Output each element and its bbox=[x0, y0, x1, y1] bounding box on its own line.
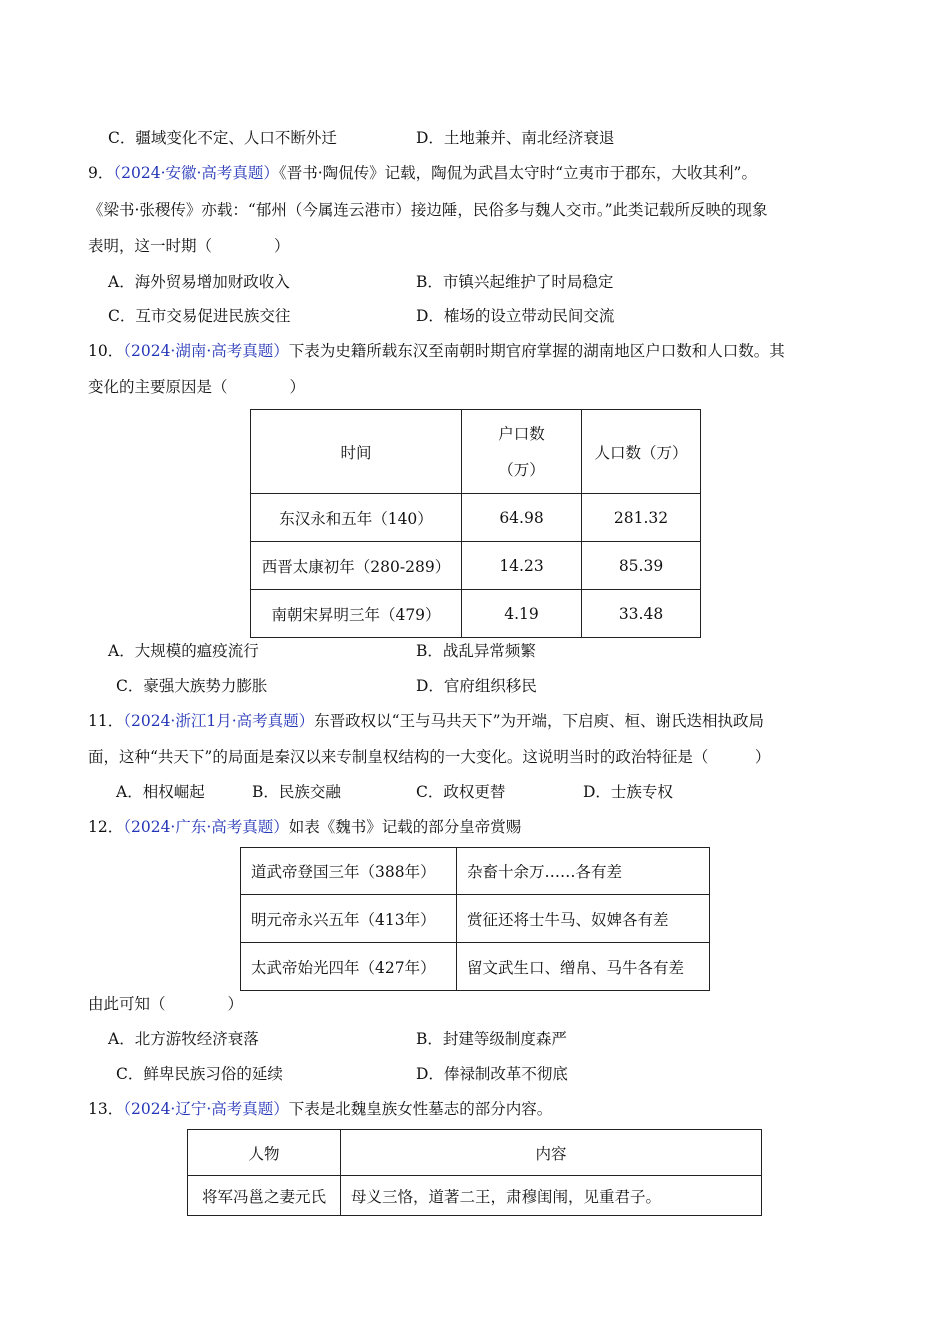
q10-cell-households: 4.19 bbox=[462, 590, 582, 638]
q12-cell-reward: 杂畜十余万……各有差 bbox=[457, 848, 710, 895]
q9-option-b: B．市镇兴起维护了时局稳定 bbox=[416, 273, 614, 291]
q9-stem-line1 bbox=[88, 162, 757, 184]
q11-number: 11． bbox=[88, 712, 124, 730]
q12-option-a: A．北方游牧经济衰落 bbox=[108, 1030, 259, 1048]
table-row bbox=[241, 895, 710, 943]
q9-source: （2024·安徽·高考真题） bbox=[113, 164, 279, 182]
q12-source: （2024·广东·高考真题） bbox=[123, 818, 289, 836]
q10-option-b: B．战乱异常频繁 bbox=[416, 642, 536, 660]
q12-cell-reward: 赏征还将士牛马、奴婢各有差 bbox=[457, 895, 710, 943]
q13-text1: 下表是北魏皇族女性墓志的部分内容。 bbox=[288, 1100, 553, 1118]
q10-option-d: D．官府组织移民 bbox=[416, 677, 537, 695]
q11-option-d: D．士族专权 bbox=[583, 783, 673, 801]
q11-text1: 东晋政权以“王与马共天下”为开端，下启庾、桓、谢氏迭相执政局 bbox=[314, 712, 765, 730]
q10-header-households-line1: 户口数 bbox=[498, 424, 545, 443]
q10-header-time: 时间 bbox=[251, 410, 462, 494]
q10-option-a: A．大规模的瘟疫流行 bbox=[108, 642, 259, 660]
q13-cell-person: 将军冯邕之妻元氏 bbox=[188, 1176, 341, 1216]
q12-cell-reign: 道武帝登国三年（388年） bbox=[241, 848, 457, 895]
q9-stem-line2: 《梁书·张稷传》亦载：“郁州（今属连云港市）接边陲，民俗多与魏人交市。”此类记载所反映的现象 bbox=[88, 201, 768, 219]
q10-cell-population: 85.39 bbox=[582, 542, 701, 590]
q10-cell-population: 281.32 bbox=[582, 494, 701, 542]
q8-option-d: D．土地兼并、南北经济衰退 bbox=[416, 129, 615, 147]
q11-option-b: B．民族交融 bbox=[252, 783, 341, 801]
q11-stem-line1 bbox=[88, 710, 764, 732]
q10-text1: 下表为史籍所载东汉至南朝时期官府掌握的湖南地区户口数和人口数。其 bbox=[288, 342, 785, 360]
table-row bbox=[241, 943, 710, 991]
q12-number: 12． bbox=[88, 818, 124, 836]
q12-cell-reign: 明元帝永兴五年（413年） bbox=[241, 895, 457, 943]
q12-cell-reign: 太武帝始光四年（427年） bbox=[241, 943, 457, 991]
q11-option-a: A．相权崛起 bbox=[116, 783, 205, 801]
q10-cell-time: 南朝宋昇明三年（479） bbox=[251, 590, 462, 638]
q9-option-c: C．互市交易促进民族交往 bbox=[108, 307, 291, 325]
q12-text1: 如表《魏书》记载的部分皇帝赏赐 bbox=[288, 818, 522, 836]
q13-table bbox=[187, 1129, 762, 1216]
table-row bbox=[251, 590, 701, 638]
q9-option-a: A．海外贸易增加财政收入 bbox=[108, 273, 290, 291]
q11-stem-line2: 面，这种“共天下”的局面是秦汉以来专制皇权结构的一大变化。这说明当时的政治特征是（ ） bbox=[88, 748, 771, 766]
table-row bbox=[251, 494, 701, 542]
q11-option-c: C．政权更替 bbox=[416, 783, 506, 801]
q12-stem-line2: 由此可知（ ） bbox=[88, 995, 244, 1013]
q13-cell-content: 母义三恪，道著二王，肃穆闺闱，见重君子。 bbox=[341, 1176, 762, 1216]
q9-number: 9． bbox=[88, 164, 114, 182]
q10-number: 10． bbox=[88, 342, 124, 360]
table-row bbox=[188, 1176, 762, 1216]
q10-option-c: C．豪强大族势力膨胀 bbox=[116, 677, 268, 695]
q9-option-d: D．榷场的设立带动民间交流 bbox=[416, 307, 615, 325]
q12-cell-reward: 留文武生口、缯帛、马牛各有差 bbox=[457, 943, 710, 991]
q10-cell-time: 西晋太康初年（280-289） bbox=[251, 542, 462, 590]
q9-text1: 《晋书·陶侃传》记载，陶侃为武昌太守时“立夷市于郡东，大收其利”。 bbox=[278, 164, 757, 182]
q12-option-d: D．俸禄制改革不彻底 bbox=[416, 1065, 568, 1083]
q10-header-population: 人口数（万） bbox=[582, 410, 701, 494]
q10-stem-line2: 变化的主要原因是（ ） bbox=[88, 378, 306, 396]
q12-table bbox=[240, 847, 710, 991]
table-row bbox=[251, 542, 701, 590]
q10-cell-population: 33.48 bbox=[582, 590, 701, 638]
q12-option-c: C．鲜卑民族习俗的延续 bbox=[116, 1065, 283, 1083]
q11-source: （2024·浙江1月·高考真题） bbox=[123, 712, 315, 730]
q10-cell-households: 64.98 bbox=[462, 494, 582, 542]
q8-option-c: C．疆域变化不定、人口不断外迁 bbox=[108, 129, 337, 147]
q13-number: 13． bbox=[88, 1100, 124, 1118]
table-row bbox=[241, 848, 710, 895]
q10-header-households-line2: （万） bbox=[498, 460, 545, 479]
q13-header-content: 内容 bbox=[341, 1130, 762, 1176]
q10-header-households bbox=[462, 410, 582, 494]
q10-stem-line1 bbox=[88, 340, 785, 362]
q12-option-b: B．封建等级制度森严 bbox=[416, 1030, 567, 1048]
q10-table bbox=[250, 409, 701, 638]
q10-cell-households: 14.23 bbox=[462, 542, 582, 590]
q9-stem-line3: 表明，这一时期（ ） bbox=[88, 237, 290, 255]
q13-stem-line1 bbox=[88, 1098, 552, 1120]
q13-source: （2024·辽宁·高考真题） bbox=[123, 1100, 289, 1118]
q12-stem-line1 bbox=[88, 816, 521, 838]
q10-cell-time: 东汉永和五年（140） bbox=[251, 494, 462, 542]
q10-source: （2024·湖南·高考真题） bbox=[123, 342, 289, 360]
q13-header-person: 人物 bbox=[188, 1130, 341, 1176]
